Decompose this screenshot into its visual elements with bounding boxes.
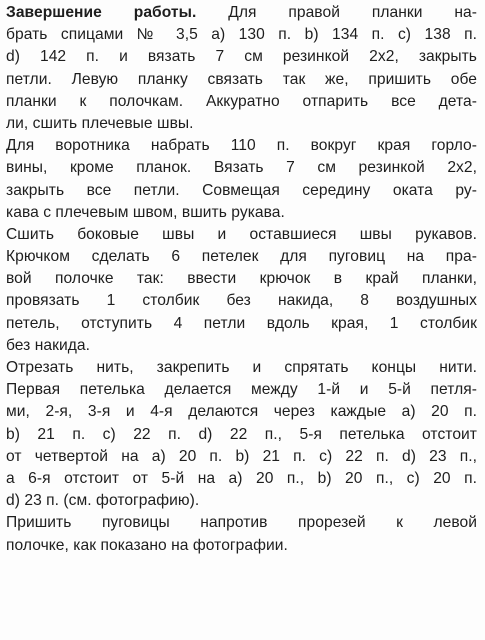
text-line: вой полочке так: ввести крючок в край планки, — [6, 270, 477, 288]
text-line: без накида. — [6, 336, 91, 354]
text-line: Сшить боковые швы и оставшиеся швы рукавов. — [6, 225, 477, 243]
text-line: полочке, как показано на фотографии. — [6, 536, 288, 554]
text-line: d) 142 п. и вязать 7 см резинкой 2х2, закрыть — [6, 48, 477, 66]
text-line: провязать 1 столбик без накида, 8 воздушных — [6, 292, 477, 310]
text-run: Для правой планки на- — [196, 4, 477, 21]
text-line: петли. Левую планку связать так же, пришить обе — [6, 70, 477, 88]
paragraph-collar — [6, 135, 477, 224]
text-line — [6, 2, 477, 24]
text-line: Крючком сделать 6 петелек для пуговиц на пра- — [6, 248, 477, 266]
text-line: ми, 2-я, 3-я и 4-я делаются через каждые а) 20 п. — [6, 403, 477, 421]
text-line: планки к полочкам. Аккуратно отпарить все дета- — [6, 92, 477, 110]
section-heading: Завершение работы. — [6, 4, 197, 21]
text-line: кава с плечевым швом, вшить рукава. — [6, 203, 285, 221]
text-line: d) 23 п. (см. фотографию). — [6, 492, 200, 510]
text-line: Отрезать нить, закрепить и спрятать концы нити. — [6, 359, 477, 377]
paragraph-buttons — [6, 512, 477, 556]
paragraph-buttonholes — [6, 224, 477, 357]
paragraph-spacing — [6, 357, 477, 512]
text-line: брать спицами № 3,5 а) 130 п. b) 134 п. с) 138 п. — [6, 26, 477, 44]
text-line: вины, кроме планок. Вязать 7 см резинкой 2х2, — [6, 159, 477, 177]
text-line: Для воротника набрать 110 п. вокруг края горло- — [6, 137, 477, 155]
text-line: ли, сшить плечевые швы. — [6, 114, 194, 132]
text-line: петель, отступить 4 петли вдоль края, 1 столбик — [6, 314, 477, 332]
text-line: от четвертой на а) 20 п. b) 21 п. с) 22 п. d) 23 п., — [6, 447, 477, 465]
text-line: а 6-я отстоит от 5-й на а) 20 п., b) 20 п., с) 20 п. — [6, 469, 477, 487]
text-line: Первая петелька делается между 1-й и 5-й петля- — [6, 381, 477, 399]
paragraph-finishing — [6, 2, 477, 135]
text-line: b) 21 п. с) 22 п. d) 22 п., 5-я петелька отстоит — [6, 425, 477, 443]
text-line: Пришить пуговицы напротив прорезей к левой — [6, 514, 477, 532]
text-line: закрыть все петли. Совмещая середину оката ру- — [6, 181, 477, 199]
